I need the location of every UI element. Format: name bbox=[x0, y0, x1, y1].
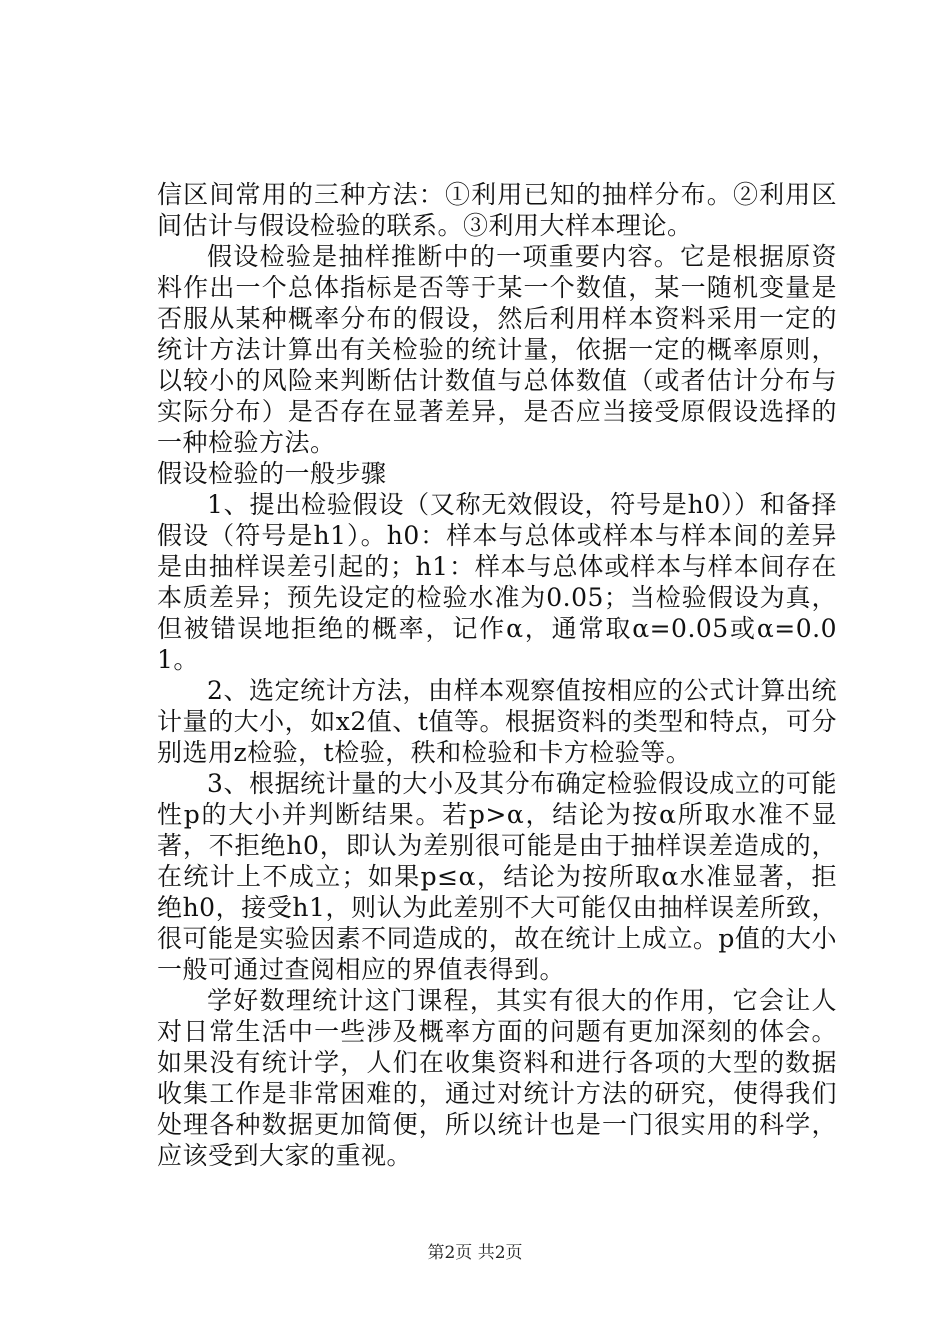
paragraph-conclusion: 学好数理统计这门课程，其实有很大的作用，它会让人对日常生活中一些涉及概率方面的问题有更加深刻的体会。如果没有统计学，人们在收集资料和进行各项的大型的数据收集工作是非常困难的，通过对统计方法的研究，使得我们处理各种数据更加简便，所以统计也是一门很实用的科学，应该受到大家的重视。 bbox=[157, 986, 837, 1170]
page-number: 第2页 共2页 bbox=[427, 1243, 523, 1263]
paragraph-confidence-interval-methods: 信区间常用的三种方法：①利用已知的抽样分布。②利用区间估计与假设检验的联系。③利用大样本理论。 bbox=[157, 180, 837, 240]
paragraph-hypothesis-testing-definition: 假设检验是抽样推断中的一项重要内容。它是根据原资料作出一个总体指标是否等于某一个数值，某一随机变量是否服从某种概率分布的假设，然后利用样本资料采用一定的统计方法计算出有关检验的统计量，依据一定的概率原则，以较小的风险来判断估计数值与总体数值（或者估计分布与实际分布）是否存在显著差异，是否应当接受原假设选择的一种检验方法。 bbox=[157, 242, 837, 457]
paragraph-step-2: 2、选定统计方法，由样本观察值按相应的公式计算出统计量的大小，如x2值、t值等。根据资料的类型和特点，可分别选用z检验，t检验，秩和检验和卡方检验等。 bbox=[157, 676, 837, 767]
section-heading-general-steps: 假设检验的一般步骤 bbox=[157, 459, 387, 488]
paragraph-step-3: 3、根据统计量的大小及其分布确定检验假设成立的可能性p的大小并判断结果。若p>α，结论为按α所取水准不显著，不拒绝h0，即认为差别很可能是由于抽样误差造成的，在统计上不成立；如果p≤α，结论为按所取α水准显著，拒绝h0，接受h1，则认为此差别不大可能仅由抽样误差所致，很可能是实验因素不同造成的，故在统计上成立。p值的大小一般可通过查阅相应的界值表得到。 bbox=[157, 769, 837, 984]
document-body bbox=[157, 179, 837, 1171]
paragraph-step-1: 1、提出检验假设（又称无效假设，符号是h0））和备择假设（符号是h1）。h0：样本与总体或样本与样本间的差异是由抽样误差引起的；h1：样本与总体或样本与样本间存在本质差异；预先设定的检验水准为0.05；当检验假设为真，但被错误地拒绝的概率，记作α，通常取α=0.05或α=0.01。 bbox=[157, 490, 837, 674]
